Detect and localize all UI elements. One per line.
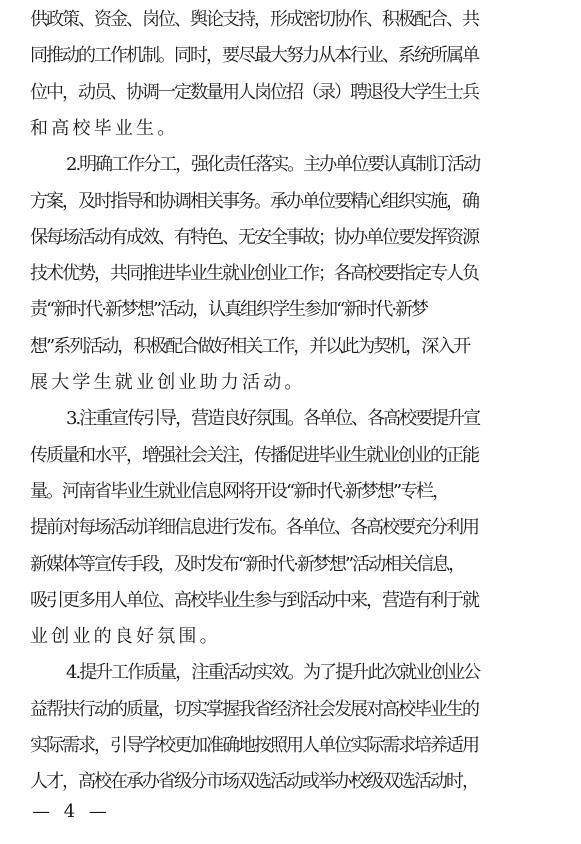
page-number: — 4 — (32, 801, 111, 822)
text-line: 提前对每场活动详细信息进行发布。各单位、各高校要充分利用 (30, 517, 478, 539)
text-line: 方案，及时指导和协调相关事务。承办单位要精心组织实施，确 (30, 190, 478, 212)
text-line: 技术优势，共同推进毕业生就业创业工作；各高校要指定专人负 (30, 263, 478, 285)
text-line: 保每场活动有成效、有特色、无安全事故；协办单位要发挥资源 (30, 226, 478, 248)
text-line: 新媒体等宣传手段，及时发布“新时代·新梦想”活动相关信息， (30, 553, 465, 575)
text-line: 想”系列活动，积极配合做好相关工作，并以此为契机，深入开 (30, 335, 470, 357)
text-line: 吸引更多用人单位、高校毕业生参与到活动中来，营造有利于就 (30, 589, 478, 611)
paragraph-first-line: 3.注重宣传引导，营造良好氛围。各单位、各高校要提升宣 (66, 408, 480, 430)
text-line: 供政策、资金、岗位、舆论支持，形成密切协作、积极配合、共 (30, 9, 478, 30)
paragraph-first-line: 2.明确工作分工，强化责任落实。主办单位要认真制订活动 (66, 154, 480, 176)
text-line: 展大学生就业创业助力活动。 (30, 372, 306, 393)
text-line: 益帮扶行动的质量，切实掌握我省经济社会发展对高校毕业生的 (30, 698, 478, 720)
text-line: 责“新时代·新梦想”活动，认真组织学生参加“新时代·新梦 (30, 299, 428, 321)
text-line: 实际需求，引导学校更加准确地按照用人单位实际需求培养适用 (30, 735, 478, 756)
text-line: 人才，高校在承办省级分市场双选活动或举办校级双选活动时， (30, 771, 478, 793)
text-line: 同推动的工作机制。同时，要尽最大努力从本行业、系统所属单 (30, 45, 478, 67)
text-line: 和高校毕业生。 (30, 117, 179, 139)
text-line: 量。河南省毕业生就业信息网将开设“新时代·新梦想”专栏， (30, 480, 449, 502)
text-line: 业创业的良好氛围。 (30, 626, 221, 648)
text-line: 位中，动员、协调一定数量用人岗位招（录）聘退役大学生士兵 (30, 81, 478, 103)
paragraph-first-line: 4.提升工作质量，注重活动实效。为了提升此次就业创业公 (66, 662, 480, 684)
text-line: 传质量和水平，增强社会关注，传播促进毕业生就业创业的正能 (30, 444, 478, 466)
